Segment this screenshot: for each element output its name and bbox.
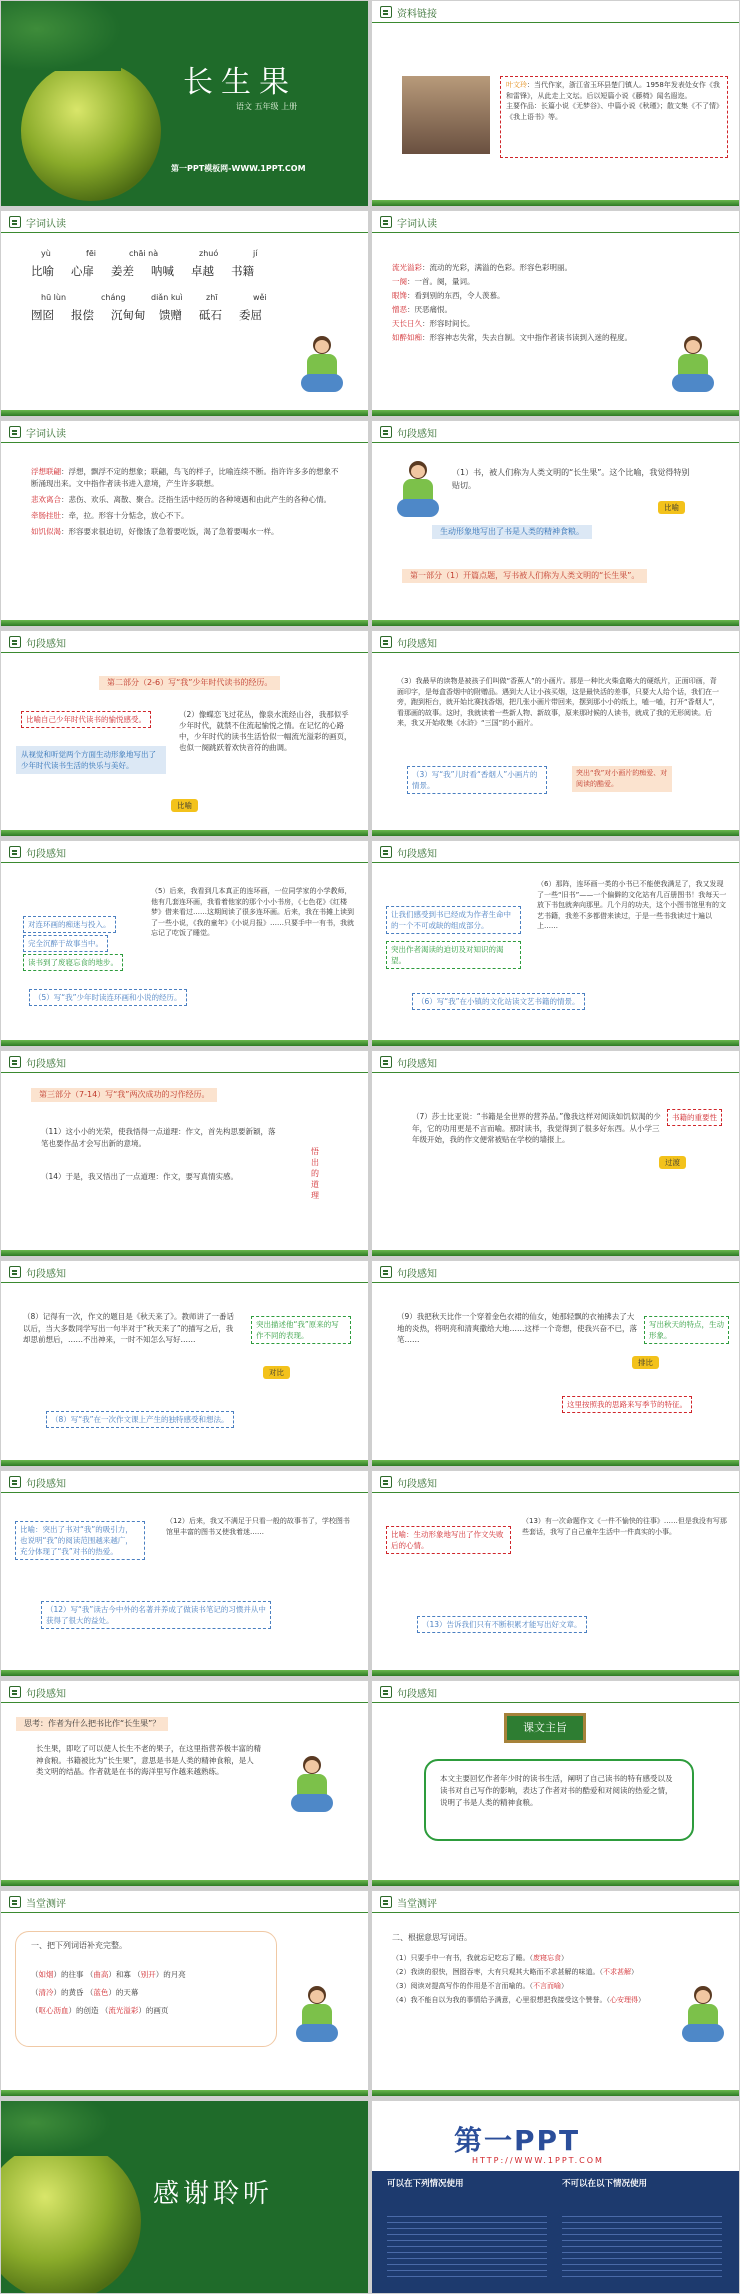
slide-icon xyxy=(380,846,392,858)
slide-icon xyxy=(380,1896,392,1908)
word-term: 如饥似渴 xyxy=(31,527,61,536)
slide-footer xyxy=(372,830,739,836)
hanzi: 书籍 xyxy=(231,264,254,278)
part-summary: （6）写“我”在小镇的文化站读文艺书籍的情景。 xyxy=(412,993,585,1010)
slide-header xyxy=(372,631,739,653)
hanzi: 沉甸甸 xyxy=(111,308,146,322)
slide-passage-11 xyxy=(372,1471,739,1676)
word-term: 天长日久 xyxy=(392,319,422,328)
slide-header-label: 句段感知 xyxy=(397,428,437,440)
hanzi: 呐喊 xyxy=(151,264,174,278)
hanzi: 委屈 xyxy=(239,308,262,322)
slide-header-label: 句段感知 xyxy=(397,848,437,860)
slide-header-label: 当堂测评 xyxy=(26,1898,66,1910)
word-def: ：一首。阕，量词。 xyxy=(407,277,475,286)
slide-icon xyxy=(9,1266,21,1278)
slide-header xyxy=(1,421,368,443)
word-term: 如醉如痴 xyxy=(392,333,422,342)
highlight-note: 生动形象地写出了书是人类的精神食粮。 xyxy=(432,525,592,539)
annotation: 让我们感受到书已经成为作者生命中的一个不可或缺的组成部分。 xyxy=(386,906,521,934)
slide-header xyxy=(1,631,368,653)
word-def: ：流动的光彩，满溢的色彩。形容色彩明丽。 xyxy=(422,263,572,272)
slide-header xyxy=(1,1261,368,1283)
hanzi: 姜差 xyxy=(111,264,134,278)
child-reading-image xyxy=(397,461,439,521)
slide-header xyxy=(1,211,368,233)
slide-icon xyxy=(380,1476,392,1488)
slide-header xyxy=(1,1681,368,1703)
pinyin: chāi nà xyxy=(129,249,159,258)
slide-icon xyxy=(9,216,21,228)
slide-footer xyxy=(372,410,739,416)
slide-header-label: 句段感知 xyxy=(26,1478,66,1490)
slide-header-label: 字词认读 xyxy=(26,218,66,230)
slide-header-label: 句段感知 xyxy=(397,638,437,650)
slide-header xyxy=(1,1891,368,1913)
answer-text: 长生果，即吃了可以使人长生不老的果子，在这里指营养极丰富的精神食粮。书籍被比为“长生果”，意思是书是人类的精神食粮，是人类文明的结晶。作者就是在书的海洋里写作越来越熟练。 xyxy=(36,1744,261,1776)
author-works: 主要作品：长篇小说《无梦谷》、中篇小说《秋瑾》；散文集《不了情》《我上语书》等。 xyxy=(506,102,720,121)
slide-brand xyxy=(372,2101,739,2293)
slide-words-3 xyxy=(1,421,368,626)
child-reading-image xyxy=(296,1986,338,2046)
part-summary: （12）写“我”读古今中外的名著并养成了做读书笔记的习惯并从中获得了很大的益处。 xyxy=(41,1601,271,1629)
pinyin: zhuó xyxy=(199,249,219,258)
leaf-image xyxy=(1,2101,111,2156)
brand-url[interactable]: HTTP://WWW.1PPT.COM xyxy=(472,2156,604,2165)
pinyin: diǎn kuì xyxy=(151,293,183,302)
brand-logo: 第一PPT xyxy=(454,2124,581,2157)
rhetoric-tag: 排比 xyxy=(632,1356,659,1369)
part-summary: （8）写“我”在一次作文课上产生的独特感受和想法。 xyxy=(46,1411,234,1428)
rhetoric-tag: 过渡 xyxy=(659,1156,686,1169)
slide-header xyxy=(1,1471,368,1493)
word-term: 浮想联翩 xyxy=(31,467,61,476)
passage-text: （3）我最早的读物是被孩子们叫做“香蕉人”的小画片。那是一种比火柴盒略大的硬纸片，正面印画，背面印字，是每盒香烟中的附赠品。遇到大人让小孩买烟，这是最快活的差事，只要大人给个话，我们在一旁，跑到柜台，就开始比赛找香烟，把几张小画片带回来，摆到那小小的纸上，嗑一嗑，打开“香烟人”，看那画的故事。这时，我就读着一些新人物、新故事，原来那时候的人读书，就成了我的无形阅读。后来，我又开始收集《水浒》“三国”的小画片。 xyxy=(397,677,720,727)
slide-header-label: 句段感知 xyxy=(26,638,66,650)
side-note: 悟出的道理 xyxy=(311,1147,319,1200)
slide-footer xyxy=(372,1460,739,1466)
part-summary: （13）告诉我们只有不断积累才能写出好文章。 xyxy=(417,1616,587,1633)
slide-header-label: 句段感知 xyxy=(397,1688,437,1700)
child-reading-image xyxy=(291,1756,333,1816)
author-photo xyxy=(402,76,490,154)
slide-icon xyxy=(9,1056,21,1068)
passage-text: （9）我把秋天比作一个穿着金色衣裙的仙女，她那轻飘的衣袖拂去了大地的炎热，将明亮和清爽撒给大地……这样一个奇想，使我兴奋不已，落笔…… xyxy=(397,1312,637,1344)
slide-footer xyxy=(372,1040,739,1046)
slide-footer xyxy=(1,1880,368,1886)
word-term: 憎恶 xyxy=(392,305,407,314)
slide-quiz-2 xyxy=(372,1891,739,2096)
word-term: 流光溢彩 xyxy=(392,263,422,272)
slide-header xyxy=(372,1681,739,1703)
child-reading-image xyxy=(682,1986,724,2046)
passage-text: （14）于是，我又悟出了一点道理：作文，要写真情实感。 xyxy=(41,1172,239,1181)
slide-icon xyxy=(380,636,392,648)
passage-text: （1）书，被人们称为人类文明的“长生果”。这个比喻，我觉得特别贴切。 xyxy=(452,468,690,490)
slide-icon xyxy=(9,636,21,648)
slide-footer xyxy=(372,620,739,626)
annotation: 这里按照我的思路来写季节的特征。 xyxy=(562,1396,692,1413)
apple-image xyxy=(1,2141,141,2293)
slide-footer xyxy=(1,1670,368,1676)
slide-header-label: 句段感知 xyxy=(26,1268,66,1280)
slide-passage-7 xyxy=(372,1051,739,1256)
slide-icon xyxy=(9,1686,21,1698)
slide-header xyxy=(372,1471,739,1493)
annotation: 突出作者渴读的迫切及对知识的渴望。 xyxy=(386,941,521,969)
slide-footer xyxy=(1,410,368,416)
slide-footer xyxy=(1,1460,368,1466)
author-intro xyxy=(500,76,728,158)
slide-thanks xyxy=(1,2101,368,2293)
slide-quiz-1 xyxy=(1,1891,368,2096)
theme-text: 本文主要回忆作者年少时的读书生活，阐明了自己读书的特有感受以及读书对自己写作的影响，表达了作者对书的酷爱和对阅读的热爱之情，说明了书是人类的精神食粮。 xyxy=(424,1759,694,1841)
pinyin: fēi xyxy=(86,249,96,258)
slide-header-label: 句段感知 xyxy=(26,1058,66,1070)
word-def: ：看到别的东西，令人羡慕。 xyxy=(407,291,505,300)
slide-passage-2 xyxy=(1,631,368,836)
slide-header xyxy=(372,841,739,863)
slide-passage-1 xyxy=(372,421,739,626)
slide-header xyxy=(372,1261,739,1283)
slide-footer xyxy=(372,1880,739,1886)
hanzi: 砥石 xyxy=(199,308,222,322)
slide-icon xyxy=(380,6,392,18)
slide-header xyxy=(372,211,739,233)
usage-allowed: 可以在下列情况使用 xyxy=(387,2179,464,2189)
pinyin: wěi xyxy=(253,293,267,302)
slide-cover xyxy=(1,1,368,206)
hanzi: 囫囵 xyxy=(31,308,54,322)
word-def: ：牵，拉。形容十分惦念，放心不下。 xyxy=(61,511,189,520)
slide-header xyxy=(372,1891,739,1913)
slide-header-label: 句段感知 xyxy=(26,1688,66,1700)
word-term: 牵肠挂肚 xyxy=(31,511,61,520)
slide-passage-3 xyxy=(372,631,739,836)
slide-icon xyxy=(380,1686,392,1698)
slide-header-label: 当堂测评 xyxy=(397,1898,437,1910)
annotation: 对连环画的痴迷与投入。 xyxy=(23,916,116,933)
slide-passage-8 xyxy=(1,1261,368,1466)
quiz-items: （1）只要手中一有书，我就忘记吃忘了睡。（废寝忘食） （2）我读的很快，囫囵吞枣，大有只观其大略而不求甚解的味道。（不求甚解） （3）阅读对提高写作的作用是不言而喻的。（不言而喻） （4）我不能自以为我的事情给予满意，心里很想把我接受这个赞誉。（心安理得） xyxy=(392,1954,645,2004)
annotation: 写出秋天的特点，生动形象。 xyxy=(644,1316,729,1344)
slide-icon xyxy=(380,1266,392,1278)
slide-author xyxy=(372,1,739,206)
child-reading-image xyxy=(301,336,343,396)
theme-sign: 课文主旨 xyxy=(504,1713,586,1743)
passage-text: （2）像蝶恋飞过花丛，像泉水流经山谷，我那似乎少年时代，就禁不住流起愉悦之情。在记忆的心路中，少年时代的读书生活恰似一幅流光溢彩的画页，也似一阕跳跃着欢快音符的曲调。 xyxy=(179,710,352,752)
annotation: 从视觉和听觉两个方面生动形象地写出了少年时代读书生活的快乐与美好。 xyxy=(16,746,166,774)
slide-footer xyxy=(372,1670,739,1676)
pinyin: cháng xyxy=(101,293,126,302)
slide-header-label: 字词认读 xyxy=(397,218,437,230)
slide-icon xyxy=(9,426,21,438)
pinyin: jí xyxy=(253,249,258,258)
slide-theme xyxy=(372,1681,739,1886)
slide-footer xyxy=(1,830,368,836)
quiz-rows: （如烟）的往事 （曲高）和寡 （别开）的月亮 （清冷）的黄昏 （蓝色）的天幕 （呕心沥血）的创造 （流光溢彩）的画页 xyxy=(31,1970,186,2015)
word-def: ：形容要求很迫切，好像饿了急着要吃饭，渴了急着要喝水一样。 xyxy=(61,527,279,536)
passage-text: （7）莎士比亚说：“书籍是全世界的营养品。”像我这样对阅读如饥似渴的少年，它的功用更是不言而喻。那时读书，我觉得到了很多好东西。从小学三年级开始，我的作文便常被贴在学校的墙报上。 xyxy=(412,1112,661,1144)
slide-footer xyxy=(1,1040,368,1046)
rhetoric-tag: 比喻 xyxy=(171,799,198,812)
link-list-right xyxy=(562,2211,722,2281)
rhetoric-tag: 对比 xyxy=(263,1366,290,1379)
hanzi: 馈赠 xyxy=(159,308,182,322)
word-term: 悲欢离合 xyxy=(31,495,61,504)
passage-text: （6）那阵，连环画一类的小书已不能使我满足了，我又发现了一些“旧书”——一个偏僻的文化站有几百册图书！我每天一放下书包就奔向那里。几个月的功夫，这个小图书馆里有的文艺书籍，我差不多都借来读过，于是一些书我读过十遍以上…… xyxy=(537,880,727,930)
slide-footer xyxy=(372,200,739,206)
annotation: 比喻：生动形象地写出了作文失败后的心情。 xyxy=(386,1526,511,1554)
child-reading-image xyxy=(672,336,714,396)
annotation: 比喻：突出了书对“我”的吸引力，也说明“我”的阅读范围越来越广，充分体现了“我”对书的热爱。 xyxy=(15,1521,145,1560)
word-list xyxy=(31,466,341,538)
cover-site: 第一PPT模板网-WWW.1PPT.COM xyxy=(171,164,306,173)
word-def: ：形容神志失常，失去自制。文中指作者读书读到入迷的程度。 xyxy=(422,333,632,342)
annotation: 读书到了废寝忘食的地步。 xyxy=(23,954,123,971)
part-summary: 第三部分（7-14）写“我”两次成功的习作经历。 xyxy=(31,1088,217,1102)
apple-image xyxy=(21,61,161,201)
slide-header-label: 句段感知 xyxy=(397,1478,437,1490)
slide-footer xyxy=(1,2090,368,2096)
passage-text: （12）后来，我又不满足于只看一般的故事书了，学校图书馆里丰富的图书又使我着迷…… xyxy=(166,1517,350,1536)
author-name: 叶文玲 xyxy=(506,81,527,89)
slide-icon xyxy=(9,1476,21,1488)
slide-passage-5 xyxy=(372,841,739,1046)
slide-header xyxy=(372,1,739,23)
word-def: ：悲伤、欢乐、离散、聚合。泛指生活中经历的各种境遇和由此产生的各种心情。 xyxy=(61,495,331,504)
slide-passage-10 xyxy=(1,1471,368,1676)
pinyin: yù xyxy=(41,249,51,258)
usage-disallowed: 不可以在以下情况使用 xyxy=(562,2179,648,2189)
annotation: 完全沉醉于故事当中。 xyxy=(23,935,108,952)
slide-words-1 xyxy=(1,211,368,416)
slide-header xyxy=(1,841,368,863)
slide-header-label: 句段感知 xyxy=(26,848,66,860)
pinyin: hū lùn xyxy=(41,293,67,302)
word-def: ：浮想，飘浮不定的想象；联翩，鸟飞的样子，比喻连续不断。指许许多多的想象不断涌现出来。文中指作者读书进入意境，产生许多联想。 xyxy=(31,467,339,488)
passage-text: （11）这小小的光荣，使我悟得一点道理：作文，首先构思要新颖，落笔也要作品才会写出新的意境。 xyxy=(41,1127,276,1148)
word-term: 一阕 xyxy=(392,277,407,286)
hanzi: 比喻 xyxy=(31,264,54,278)
brand-footer xyxy=(372,2171,739,2293)
annotation: 突出“我”对小画片的痴爱、对阅读的酷爱。 xyxy=(572,766,672,792)
slide-footer xyxy=(1,620,368,626)
part-summary: 第二部分（2-6）写“我”少年时代读书的经历。 xyxy=(99,676,280,690)
part-summary: （5）写“我”少年时读连环画和小说的经历。 xyxy=(29,989,187,1006)
slide-footer xyxy=(1,1250,368,1256)
slide-header xyxy=(372,421,739,443)
word-term: 眼馋 xyxy=(392,291,407,300)
annotation: 突出描述他“我”原来的写作不同的表现。 xyxy=(251,1316,351,1344)
slide-header xyxy=(372,1051,739,1073)
slide-header-label: 句段感知 xyxy=(397,1268,437,1280)
leaf-image xyxy=(1,1,121,71)
hanzi: 报偿 xyxy=(71,308,94,322)
slide-header-label: 资料链接 xyxy=(397,8,437,20)
slide-icon xyxy=(380,216,392,228)
slide-header xyxy=(1,1051,368,1073)
word-list xyxy=(392,261,662,345)
slide-question xyxy=(1,1681,368,1886)
annotation: （3）写“我”儿时看“香烟人”小画片的情景。 xyxy=(407,766,547,794)
word-def: ：形容时间长。 xyxy=(422,319,475,328)
slide-passage-6 xyxy=(1,1051,368,1256)
question: 一、把下列词语补充完整。 xyxy=(31,1941,127,1950)
question: 二、根据意思写词语。 xyxy=(392,1933,472,1942)
rhetoric-tag: 比喻 xyxy=(658,501,685,514)
slide-icon xyxy=(9,1896,21,1908)
cover-title: 长生果 xyxy=(183,65,297,100)
cover-subtitle: 语文 五年级 上册 xyxy=(236,102,298,111)
part-summary: 第一部分（1）开篇点题，写书被人们称为人类文明的“长生果”。 xyxy=(402,569,647,583)
slide-passage-9 xyxy=(372,1261,739,1466)
slide-icon xyxy=(380,426,392,438)
link-list-left xyxy=(387,2211,547,2281)
slide-footer xyxy=(372,1250,739,1256)
word-def: ：厌恶痛恨。 xyxy=(407,305,452,314)
annotation: 书籍的重要性 xyxy=(667,1109,722,1126)
slide-icon xyxy=(9,846,21,858)
slide-footer xyxy=(372,2090,739,2096)
pinyin: zhī xyxy=(206,293,218,302)
slide-icon xyxy=(380,1056,392,1068)
slide-passage-4 xyxy=(1,841,368,1046)
question: 思考：作者为什么把书比作“长生果”？ xyxy=(16,1717,168,1731)
thanks-title: 感谢聆听 xyxy=(153,2179,274,2209)
slide-header-label: 句段感知 xyxy=(397,1058,437,1070)
hanzi: 心扉 xyxy=(71,264,94,278)
annotation: 比喻自己少年时代读书的愉悦感受。 xyxy=(21,711,151,728)
passage-text: （8）记得有一次，作文的题目是《秋天来了》。教师讲了一番话以后，当大多数同学写出一句半对于“秋天来了”的描写之后，我却思前想后，……不出神来，一时不知怎么写好…… xyxy=(23,1312,235,1344)
passage-text: （13）有一次命题作文《一件不愉快的往事》……但是我没有写那些套话，我写了自己童年生活中一件真实的小事。 xyxy=(522,1517,727,1536)
slide-words-2 xyxy=(372,211,739,416)
author-text: ：当代作家，浙江省玉环县楚门镇人。1958年发表处女作《我和雷锋》，从此走上文坛。后以短篇小说《藤椅》闻名遐迩。 xyxy=(506,81,720,100)
passage-text: （5）后来，我看到几本真正的连环画，一位同学家的小学教师，他有几套连环画，我看着他家的那个小小书房，《七色花》《红楼梦》借来看过……这期间读了很多连环画。后来，我在书摊上读到了一些小说，《我的童年》《小说月报》……只要手中一有书，我就忘记了吃饭了睡觉。 xyxy=(151,887,354,937)
slide-header-label: 字词认读 xyxy=(26,428,66,440)
hanzi: 卓越 xyxy=(191,264,214,278)
